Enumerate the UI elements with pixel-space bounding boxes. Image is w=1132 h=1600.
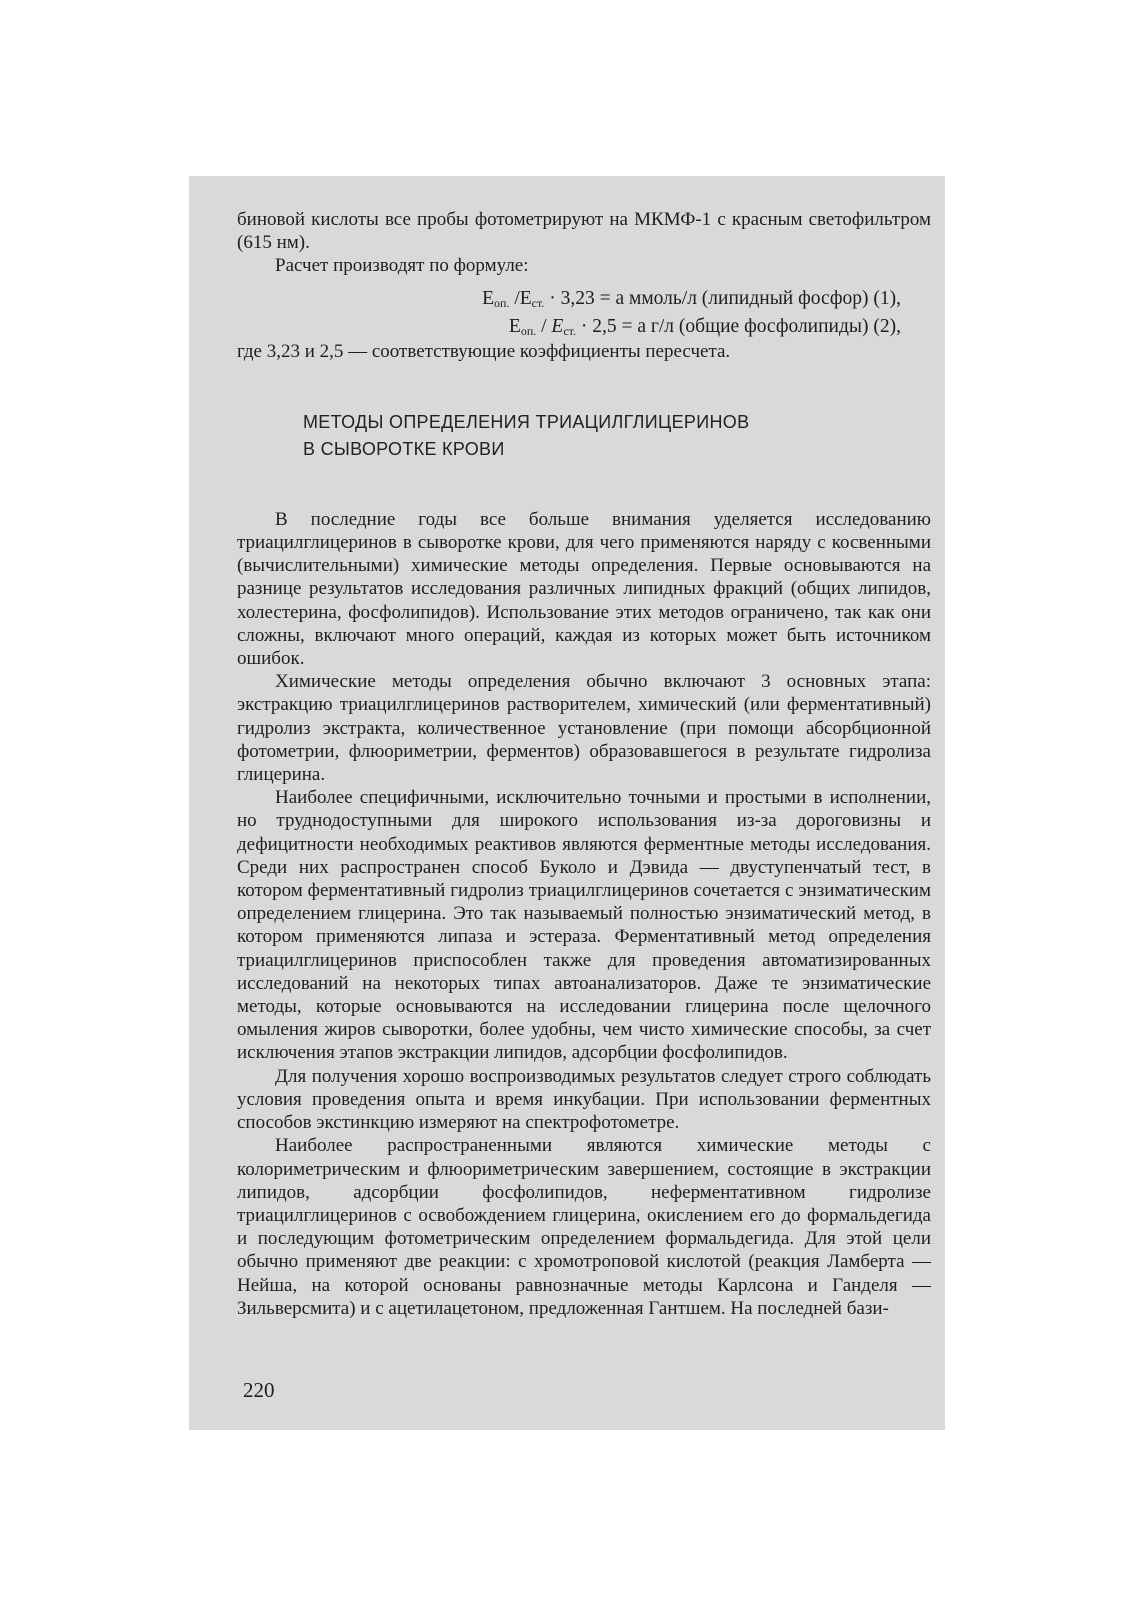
- body-paragraph: Наиболее распространенными являются химические методы с колориметрическим и флюориметрическим завершением, состоящие в экстракции липидов, адсорбции фосфолипидов, неферментативном гидролизе триацилглицеринов с освобождением глицерина, окислением его до формальдегида и последующим фотометрическим определением формальдегида. Для этой цели обычно применяют две реакции: с хромотроповой кислотой (реакция Ламберта — Нейша, на которой основаны равнозначные методы Карлсона и Ганделя — Зильверсмита) и с ацетилацетоном, предложенная Гантшем. На последней бази-: [237, 1135, 931, 1319]
- section-heading: [303, 409, 931, 463]
- section-heading-line-2: В СЫВОРОТКЕ КРОВИ: [303, 438, 505, 459]
- continuation-paragraph: биновой кислоты все пробы фотометрируют на МКМФ-1 с красным светофильтром (615 нм).: [237, 209, 931, 254]
- page-text: [237, 208, 931, 1320]
- body-paragraph: Химические методы определения обычно включают 3 основных этапа: экстракцию триацилглицеринов растворителем, химический (или ферментативный) гидролиз экстракта, количественное установление (при помощи абсорбционной фотометрии, флюориметрии, ферментов) образовавшегося в результате гидролиза глицерина.: [237, 671, 931, 786]
- body-paragraph: Наиболее специфичными, исключительно точными и простыми в исполнении, но труднодоступными для широкого использования из-за дороговизны и дефицитности необходимых реактивов являются ферментные методы исследования. Среди них распространен способ Буколо и Дэвида — двуступенчатый тест, в котором ферментативный гидролиз триацилглицеринов сочетается с энзиматическим определением глицерина. Это так называемый полностью энзиматический метод, в котором применяются липаза и эстераза. Ферментативный метод определения триацилглицеринов приспособлен также для проведения автоматизированных исследований на некоторых типах автоанализаторов. Даже те энзиматические методы, которые основываются на исследовании глицерина после щелочного омыления жиров сыворотки, более удобны, чем чисто химические способы, за счет исключения этапов экстракции липидов, адсорбции фосфолипидов.: [237, 787, 931, 1064]
- page-number: 220: [243, 1378, 275, 1402]
- section-heading-line-1: МЕТОДЫ ОПРЕДЕЛЕНИЯ ТРИАЦИЛГЛИЦЕРИНОВ: [303, 411, 750, 432]
- body-paragraph: В последние годы все больше внимания уделяется исследованию триацилглицеринов в сыворотке крови, для чего применяются наряду с косвенными (вычислительными) химические методы определения. Первые основываются на разнице результатов исследования различных липидных фракций (общих липидов, холестерина, фосфолипидов). Использование этих методов ограничено, так как они сложны, включают много операций, каждая из которых может быть источником ошибок.: [237, 508, 931, 670]
- formula-lipid-phosphorus: $E_{оп.}$ $/E_{ст.} \cdot 3,23 = а$ ммоль/л (липидный фосфор) (1),: [482, 287, 901, 310]
- coefficients-note: где 3,23 и 2,5 — соответствующие коэффициенты пересчета.: [237, 340, 731, 362]
- body-paragraph: Для получения хорошо воспроизводимых результатов следует строго соблюдать условия проведения опыта и время инкубации. При использовании ферментных способов экстинкцию измеряют на спектрофотометре.: [237, 1065, 931, 1134]
- formula-total-phospholipids: $E_{оп.} / E_{ст.} \cdot 2,5 = а$ г/л (общие фосфолипиды) (2),: [508, 315, 901, 338]
- calculation-intro: Расчет производят по формуле:: [275, 255, 529, 277]
